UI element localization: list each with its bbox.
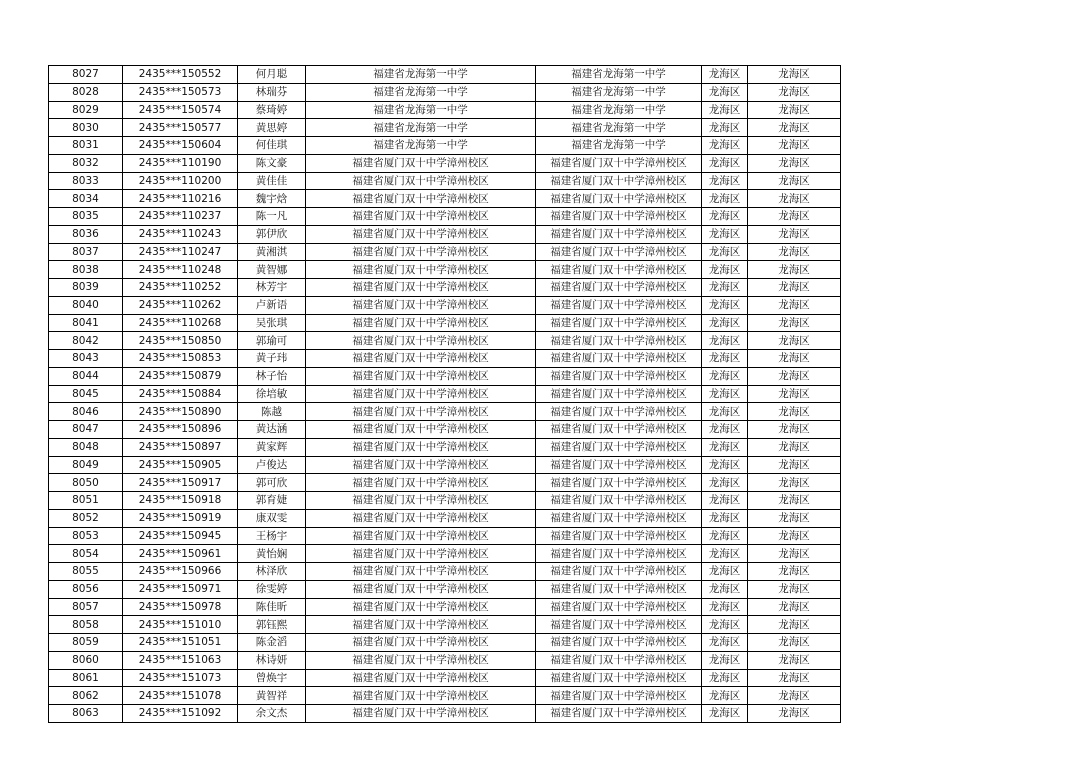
school-cell: 福建省厦门双十中学漳州校区: [306, 332, 536, 350]
exam-id-cell: 2435***150971: [123, 580, 238, 598]
table-row: [49, 598, 841, 616]
school-cell-2: 福建省厦门双十中学漳州校区: [536, 545, 702, 563]
name-cell: 郭瑜可: [238, 332, 306, 350]
district-cell: 龙海区: [702, 474, 748, 492]
exam-id-cell: 2435***110262: [123, 296, 238, 314]
school-cell-2: 福建省厦门双十中学漳州校区: [536, 598, 702, 616]
serial-cell: 8055: [49, 563, 123, 581]
name-cell: 陈文豪: [238, 154, 306, 172]
exam-id-cell: 2435***150853: [123, 350, 238, 368]
district-cell-2: 龙海区: [748, 83, 841, 101]
serial-cell: 8038: [49, 261, 123, 279]
school-cell-2: 福建省厦门双十中学漳州校区: [536, 563, 702, 581]
name-cell: 何月聪: [238, 66, 306, 84]
district-cell-2: 龙海区: [748, 243, 841, 261]
name-cell: 卢俊达: [238, 456, 306, 474]
exam-id-cell: 2435***150978: [123, 598, 238, 616]
name-cell: 郭育婕: [238, 492, 306, 510]
exam-id-cell: 2435***150573: [123, 83, 238, 101]
school-cell: 福建省厦门双十中学漳州校区: [306, 154, 536, 172]
exam-id-cell: 2435***110243: [123, 225, 238, 243]
exam-id-cell: 2435***150574: [123, 101, 238, 119]
name-cell: 徐培敏: [238, 385, 306, 403]
name-cell: 郭钰熙: [238, 616, 306, 634]
school-cell-2: 福建省厦门双十中学漳州校区: [536, 208, 702, 226]
student-table: [48, 65, 841, 723]
exam-id-cell: 2435***110216: [123, 190, 238, 208]
exam-id-cell: 2435***150917: [123, 474, 238, 492]
district-cell-2: 龙海区: [748, 279, 841, 297]
table-row: [49, 154, 841, 172]
serial-cell: 8041: [49, 314, 123, 332]
serial-cell: 8044: [49, 367, 123, 385]
school-cell: 福建省厦门双十中学漳州校区: [306, 314, 536, 332]
name-cell: 徐雯婷: [238, 580, 306, 598]
school-cell: 福建省厦门双十中学漳州校区: [306, 350, 536, 368]
school-cell: 福建省厦门双十中学漳州校区: [306, 208, 536, 226]
district-cell-2: 龙海区: [748, 350, 841, 368]
name-cell: 陈金滔: [238, 634, 306, 652]
table-row: [49, 314, 841, 332]
table-row: [49, 651, 841, 669]
exam-id-cell: 2435***151073: [123, 669, 238, 687]
serial-cell: 8028: [49, 83, 123, 101]
exam-id-cell: 2435***151092: [123, 705, 238, 723]
district-cell-2: 龙海区: [748, 669, 841, 687]
serial-cell: 8032: [49, 154, 123, 172]
exam-id-cell: 2435***150604: [123, 137, 238, 155]
district-cell: 龙海区: [702, 296, 748, 314]
serial-cell: 8063: [49, 705, 123, 723]
school-cell: 福建省厦门双十中学漳州校区: [306, 651, 536, 669]
school-cell: 福建省厦门双十中学漳州校区: [306, 225, 536, 243]
name-cell: 黄怡娴: [238, 545, 306, 563]
name-cell: 郭伊欣: [238, 225, 306, 243]
name-cell: 黄湘淇: [238, 243, 306, 261]
school-cell-2: 福建省厦门双十中学漳州校区: [536, 172, 702, 190]
district-cell: 龙海区: [702, 66, 748, 84]
name-cell: 曾焕宇: [238, 669, 306, 687]
district-cell: 龙海区: [702, 261, 748, 279]
serial-cell: 8058: [49, 616, 123, 634]
school-cell: 福建省厦门双十中学漳州校区: [306, 296, 536, 314]
school-cell-2: 福建省厦门双十中学漳州校区: [536, 438, 702, 456]
exam-id-cell: 2435***150905: [123, 456, 238, 474]
exam-id-cell: 2435***150552: [123, 66, 238, 84]
name-cell: 黄达涵: [238, 421, 306, 439]
school-cell-2: 福建省厦门双十中学漳州校区: [536, 492, 702, 510]
table-body: [49, 66, 841, 723]
school-cell-2: 福建省厦门双十中学漳州校区: [536, 261, 702, 279]
name-cell: 康双雯: [238, 509, 306, 527]
district-cell-2: 龙海区: [748, 492, 841, 510]
district-cell: 龙海区: [702, 279, 748, 297]
exam-id-cell: 2435***151051: [123, 634, 238, 652]
exam-id-cell: 2435***110268: [123, 314, 238, 332]
serial-cell: 8040: [49, 296, 123, 314]
school-cell: 福建省龙海第一中学: [306, 137, 536, 155]
table-row: [49, 190, 841, 208]
serial-cell: 8062: [49, 687, 123, 705]
serial-cell: 8030: [49, 119, 123, 137]
district-cell-2: 龙海区: [748, 101, 841, 119]
school-cell-2: 福建省厦门双十中学漳州校区: [536, 314, 702, 332]
district-cell-2: 龙海区: [748, 563, 841, 581]
district-cell: 龙海区: [702, 509, 748, 527]
district-cell-2: 龙海区: [748, 634, 841, 652]
school-cell: 福建省厦门双十中学漳州校区: [306, 172, 536, 190]
school-cell-2: 福建省厦门双十中学漳州校区: [536, 243, 702, 261]
exam-id-cell: 2435***110237: [123, 208, 238, 226]
district-cell: 龙海区: [702, 154, 748, 172]
district-cell: 龙海区: [702, 83, 748, 101]
district-cell-2: 龙海区: [748, 580, 841, 598]
table-row: [49, 527, 841, 545]
district-cell-2: 龙海区: [748, 509, 841, 527]
school-cell-2: 福建省厦门双十中学漳州校区: [536, 580, 702, 598]
school-cell-2: 福建省龙海第一中学: [536, 66, 702, 84]
school-cell: 福建省厦门双十中学漳州校区: [306, 279, 536, 297]
serial-cell: 8046: [49, 403, 123, 421]
table-row: [49, 119, 841, 137]
name-cell: 陈一凡: [238, 208, 306, 226]
serial-cell: 8052: [49, 509, 123, 527]
district-cell: 龙海区: [702, 314, 748, 332]
district-cell-2: 龙海区: [748, 403, 841, 421]
table-row: [49, 403, 841, 421]
exam-id-cell: 2435***110248: [123, 261, 238, 279]
school-cell: 福建省厦门双十中学漳州校区: [306, 527, 536, 545]
serial-cell: 8037: [49, 243, 123, 261]
district-cell: 龙海区: [702, 545, 748, 563]
school-cell-2: 福建省厦门双十中学漳州校区: [536, 509, 702, 527]
school-cell-2: 福建省厦门双十中学漳州校区: [536, 332, 702, 350]
district-cell: 龙海区: [702, 580, 748, 598]
exam-id-cell: 2435***151063: [123, 651, 238, 669]
table-row: [49, 137, 841, 155]
school-cell: 福建省厦门双十中学漳州校区: [306, 705, 536, 723]
name-cell: 林芳宇: [238, 279, 306, 297]
district-cell-2: 龙海区: [748, 421, 841, 439]
school-cell: 福建省厦门双十中学漳州校区: [306, 669, 536, 687]
exam-id-cell: 2435***150919: [123, 509, 238, 527]
table-row: [49, 492, 841, 510]
district-cell: 龙海区: [702, 350, 748, 368]
district-cell-2: 龙海区: [748, 332, 841, 350]
name-cell: 王杨宇: [238, 527, 306, 545]
school-cell-2: 福建省厦门双十中学漳州校区: [536, 154, 702, 172]
table-row: [49, 172, 841, 190]
name-cell: 何佳琪: [238, 137, 306, 155]
school-cell-2: 福建省厦门双十中学漳州校区: [536, 385, 702, 403]
table-row: [49, 421, 841, 439]
school-cell-2: 福建省厦门双十中学漳州校区: [536, 474, 702, 492]
district-cell: 龙海区: [702, 492, 748, 510]
district-cell: 龙海区: [702, 563, 748, 581]
district-cell: 龙海区: [702, 421, 748, 439]
district-cell: 龙海区: [702, 634, 748, 652]
school-cell: 福建省厦门双十中学漳州校区: [306, 421, 536, 439]
district-cell: 龙海区: [702, 669, 748, 687]
name-cell: 余文杰: [238, 705, 306, 723]
table-row: [49, 350, 841, 368]
school-cell: 福建省厦门双十中学漳州校区: [306, 634, 536, 652]
school-cell-2: 福建省厦门双十中学漳州校区: [536, 634, 702, 652]
school-cell-2: 福建省厦门双十中学漳州校区: [536, 669, 702, 687]
exam-id-cell: 2435***151010: [123, 616, 238, 634]
table-row: [49, 563, 841, 581]
school-cell-2: 福建省厦门双十中学漳州校区: [536, 403, 702, 421]
district-cell: 龙海区: [702, 119, 748, 137]
serial-cell: 8049: [49, 456, 123, 474]
name-cell: 卢新语: [238, 296, 306, 314]
district-cell: 龙海区: [702, 456, 748, 474]
school-cell-2: 福建省厦门双十中学漳州校区: [536, 616, 702, 634]
district-cell-2: 龙海区: [748, 456, 841, 474]
school-cell-2: 福建省厦门双十中学漳州校区: [536, 456, 702, 474]
school-cell-2: 福建省厦门双十中学漳州校区: [536, 350, 702, 368]
name-cell: 林子怡: [238, 367, 306, 385]
exam-id-cell: 2435***150897: [123, 438, 238, 456]
exam-id-cell: 2435***110200: [123, 172, 238, 190]
school-cell: 福建省厦门双十中学漳州校区: [306, 580, 536, 598]
school-cell-2: 福建省厦门双十中学漳州校区: [536, 705, 702, 723]
district-cell: 龙海区: [702, 616, 748, 634]
school-cell: 福建省厦门双十中学漳州校区: [306, 456, 536, 474]
district-cell-2: 龙海区: [748, 616, 841, 634]
district-cell-2: 龙海区: [748, 172, 841, 190]
school-cell-2: 福建省龙海第一中学: [536, 101, 702, 119]
school-cell: 福建省厦门双十中学漳州校区: [306, 616, 536, 634]
district-cell: 龙海区: [702, 651, 748, 669]
school-cell: 福建省厦门双十中学漳州校区: [306, 545, 536, 563]
district-cell-2: 龙海区: [748, 687, 841, 705]
table-row: [49, 279, 841, 297]
serial-cell: 8029: [49, 101, 123, 119]
school-cell: 福建省厦门双十中学漳州校区: [306, 385, 536, 403]
table-row: [49, 634, 841, 652]
table-row: [49, 296, 841, 314]
district-cell: 龙海区: [702, 385, 748, 403]
district-cell: 龙海区: [702, 225, 748, 243]
exam-id-cell: 2435***150890: [123, 403, 238, 421]
district-cell-2: 龙海区: [748, 208, 841, 226]
school-cell-2: 福建省厦门双十中学漳州校区: [536, 296, 702, 314]
district-cell: 龙海区: [702, 208, 748, 226]
name-cell: 黄智祥: [238, 687, 306, 705]
name-cell: 林泽欣: [238, 563, 306, 581]
district-cell: 龙海区: [702, 598, 748, 616]
district-cell-2: 龙海区: [748, 474, 841, 492]
school-cell: 福建省厦门双十中学漳州校区: [306, 563, 536, 581]
district-cell-2: 龙海区: [748, 651, 841, 669]
exam-id-cell: 2435***150884: [123, 385, 238, 403]
school-cell: 福建省龙海第一中学: [306, 119, 536, 137]
name-cell: 吴张琪: [238, 314, 306, 332]
table-row: [49, 385, 841, 403]
district-cell-2: 龙海区: [748, 705, 841, 723]
exam-id-cell: 2435***150966: [123, 563, 238, 581]
serial-cell: 8053: [49, 527, 123, 545]
serial-cell: 8036: [49, 225, 123, 243]
exam-id-cell: 2435***110252: [123, 279, 238, 297]
district-cell: 龙海区: [702, 243, 748, 261]
table-row: [49, 332, 841, 350]
serial-cell: 8050: [49, 474, 123, 492]
name-cell: 黄子玮: [238, 350, 306, 368]
table-row: [49, 225, 841, 243]
district-cell-2: 龙海区: [748, 137, 841, 155]
serial-cell: 8057: [49, 598, 123, 616]
district-cell: 龙海区: [702, 705, 748, 723]
district-cell-2: 龙海区: [748, 154, 841, 172]
district-cell: 龙海区: [702, 687, 748, 705]
table-row: [49, 438, 841, 456]
serial-cell: 8054: [49, 545, 123, 563]
school-cell-2: 福建省厦门双十中学漳州校区: [536, 651, 702, 669]
name-cell: 陈佳昕: [238, 598, 306, 616]
exam-id-cell: 2435***150961: [123, 545, 238, 563]
school-cell-2: 福建省龙海第一中学: [536, 83, 702, 101]
exam-id-cell: 2435***150896: [123, 421, 238, 439]
table-row: [49, 509, 841, 527]
serial-cell: 8045: [49, 385, 123, 403]
school-cell: 福建省厦门双十中学漳州校区: [306, 598, 536, 616]
district-cell-2: 龙海区: [748, 119, 841, 137]
serial-cell: 8047: [49, 421, 123, 439]
table-row: [49, 243, 841, 261]
school-cell: 福建省厦门双十中学漳州校区: [306, 403, 536, 421]
exam-id-cell: 2435***151078: [123, 687, 238, 705]
district-cell-2: 龙海区: [748, 598, 841, 616]
district-cell: 龙海区: [702, 172, 748, 190]
school-cell-2: 福建省厦门双十中学漳州校区: [536, 190, 702, 208]
serial-cell: 8056: [49, 580, 123, 598]
serial-cell: 8034: [49, 190, 123, 208]
exam-id-cell: 2435***150879: [123, 367, 238, 385]
school-cell-2: 福建省龙海第一中学: [536, 137, 702, 155]
name-cell: 郭可欣: [238, 474, 306, 492]
table-row: [49, 545, 841, 563]
name-cell: 林诗妍: [238, 651, 306, 669]
school-cell-2: 福建省厦门双十中学漳州校区: [536, 367, 702, 385]
district-cell-2: 龙海区: [748, 190, 841, 208]
table-row: [49, 367, 841, 385]
school-cell: 福建省厦门双十中学漳州校区: [306, 190, 536, 208]
district-cell: 龙海区: [702, 101, 748, 119]
school-cell: 福建省厦门双十中学漳州校区: [306, 261, 536, 279]
exam-id-cell: 2435***150577: [123, 119, 238, 137]
school-cell-2: 福建省龙海第一中学: [536, 119, 702, 137]
name-cell: 黄佳佳: [238, 172, 306, 190]
district-cell-2: 龙海区: [748, 225, 841, 243]
table-row: [49, 83, 841, 101]
school-cell: 福建省厦门双十中学漳州校区: [306, 474, 536, 492]
serial-cell: 8048: [49, 438, 123, 456]
name-cell: 魏宇焓: [238, 190, 306, 208]
school-cell-2: 福建省厦门双十中学漳州校区: [536, 527, 702, 545]
school-cell: 福建省厦门双十中学漳州校区: [306, 243, 536, 261]
serial-cell: 8033: [49, 172, 123, 190]
district-cell: 龙海区: [702, 137, 748, 155]
name-cell: 林瑞芬: [238, 83, 306, 101]
district-cell: 龙海区: [702, 438, 748, 456]
exam-id-cell: 2435***150850: [123, 332, 238, 350]
table-row: [49, 101, 841, 119]
school-cell: 福建省龙海第一中学: [306, 101, 536, 119]
table-row: [49, 580, 841, 598]
exam-id-cell: 2435***110190: [123, 154, 238, 172]
table-row: [49, 474, 841, 492]
serial-cell: 8043: [49, 350, 123, 368]
district-cell: 龙海区: [702, 527, 748, 545]
serial-cell: 8027: [49, 66, 123, 84]
district-cell: 龙海区: [702, 367, 748, 385]
school-cell-2: 福建省厦门双十中学漳州校区: [536, 225, 702, 243]
table-row: [49, 66, 841, 84]
district-cell-2: 龙海区: [748, 385, 841, 403]
table-row: [49, 687, 841, 705]
name-cell: 黄家辉: [238, 438, 306, 456]
school-cell: 福建省厦门双十中学漳州校区: [306, 509, 536, 527]
serial-cell: 8059: [49, 634, 123, 652]
district-cell-2: 龙海区: [748, 438, 841, 456]
district-cell-2: 龙海区: [748, 527, 841, 545]
table-row: [49, 616, 841, 634]
table-row: [49, 669, 841, 687]
school-cell: 福建省龙海第一中学: [306, 83, 536, 101]
exam-id-cell: 2435***150945: [123, 527, 238, 545]
name-cell: 蔡琦婷: [238, 101, 306, 119]
school-cell: 福建省厦门双十中学漳州校区: [306, 367, 536, 385]
school-cell: 福建省厦门双十中学漳州校区: [306, 492, 536, 510]
serial-cell: 8039: [49, 279, 123, 297]
district-cell-2: 龙海区: [748, 314, 841, 332]
exam-id-cell: 2435***150918: [123, 492, 238, 510]
serial-cell: 8061: [49, 669, 123, 687]
district-cell: 龙海区: [702, 190, 748, 208]
district-cell-2: 龙海区: [748, 261, 841, 279]
district-cell-2: 龙海区: [748, 66, 841, 84]
serial-cell: 8035: [49, 208, 123, 226]
district-cell-2: 龙海区: [748, 367, 841, 385]
table-row: [49, 208, 841, 226]
district-cell: 龙海区: [702, 403, 748, 421]
district-cell: 龙海区: [702, 332, 748, 350]
name-cell: 陈越: [238, 403, 306, 421]
serial-cell: 8042: [49, 332, 123, 350]
district-cell-2: 龙海区: [748, 296, 841, 314]
table-row: [49, 261, 841, 279]
school-cell: 福建省龙海第一中学: [306, 66, 536, 84]
school-cell: 福建省厦门双十中学漳州校区: [306, 438, 536, 456]
school-cell-2: 福建省厦门双十中学漳州校区: [536, 421, 702, 439]
serial-cell: 8060: [49, 651, 123, 669]
table-row: [49, 456, 841, 474]
name-cell: 黄思婷: [238, 119, 306, 137]
serial-cell: 8031: [49, 137, 123, 155]
school-cell: 福建省厦门双十中学漳州校区: [306, 687, 536, 705]
school-cell-2: 福建省厦门双十中学漳州校区: [536, 687, 702, 705]
serial-cell: 8051: [49, 492, 123, 510]
district-cell-2: 龙海区: [748, 545, 841, 563]
exam-id-cell: 2435***110247: [123, 243, 238, 261]
school-cell-2: 福建省厦门双十中学漳州校区: [536, 279, 702, 297]
table-row: [49, 705, 841, 723]
name-cell: 黄智娜: [238, 261, 306, 279]
